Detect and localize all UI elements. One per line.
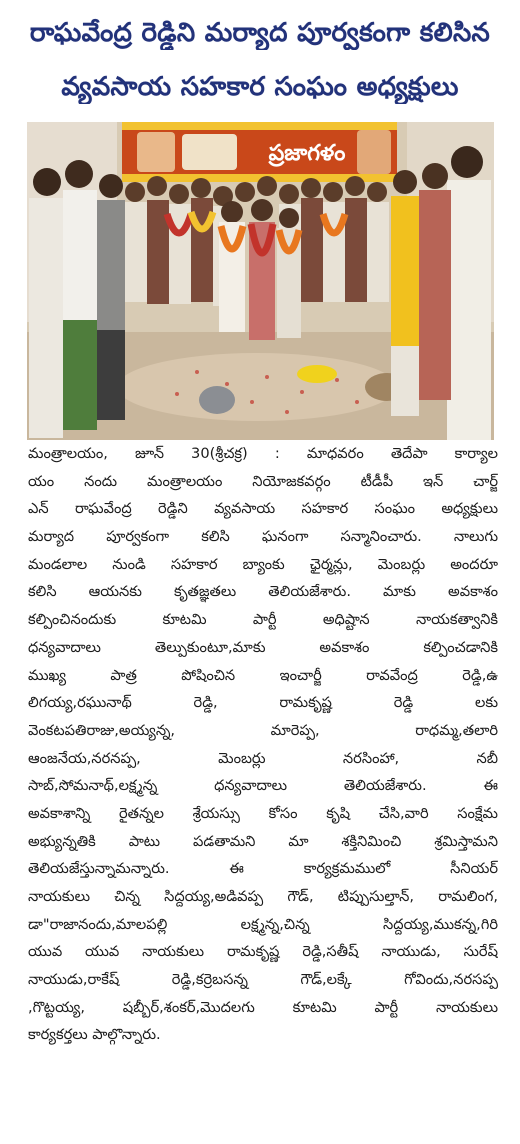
body-line-11: వెంకటపతిరాజు,అయ్యన్న, మారెప్ప, రాధమ్మ,తలారి: [28, 721, 498, 739]
crowd-right: [391, 146, 491, 440]
body-line-9: ముఖ్య పాత్ర పోషించిన ఇంచార్జీ రావవేంద్ర రెడ్డి,ఉ: [28, 666, 498, 684]
body-line-22: కార్యకర్తలు పాల్గొన్నారు.: [28, 1026, 161, 1044]
body-line-1: మంత్రాలయం, జూన్ 30(శ్రీచక్ర) : మాధవరం తెదేపా కార్యాల: [28, 445, 498, 462]
crowd-left: [29, 160, 125, 438]
headline-line-2: వ్యవసాయ సహకార సంఘం అధ్యక్షులు: [61, 72, 459, 102]
body-line-16: తెలియజేస్తున్నామన్నారు. ఈ కార్యక్రమములో సీనియర్: [28, 860, 498, 878]
headline-line-1: రాఘవేంద్ర రెడ్డిని మర్యాద పూర్వకంగా కలిసిన: [29, 18, 491, 48]
article-body: [28, 440, 498, 1049]
body-line-19: యువ యువ నాయకులు రామకృష్ణ రెడ్డి,సతీష్ నాయుడు, సురేష్: [28, 943, 498, 961]
body-line-18: డా"రాజానందు,మాలపల్లి లక్ష్మన్న,చిన్న సిద్దయ్య,ముకన్న,గిరి: [28, 915, 498, 933]
news-photo: [27, 122, 494, 440]
body-line-14: అవకాశాన్ని రైతన్నల శ్రేయస్సు కోసం కృషి చేసి,వారి సంక్షేమ: [28, 804, 498, 822]
body-line-10: లిగయ్య,రఘునాథ్ రెడ్డి, రామకృష్ణ రెడ్డి లకు: [28, 694, 498, 712]
body-line-17: నాయకులు చిన్న సిద్దయ్య,అడివప్ప గౌడ్, టిప్పుసుల్తాన్, రామలింగ,: [28, 888, 498, 905]
body-line-15: అభ్యున్నతికి పాటు పడతామని మా శక్తినిమించి శ్రమిస్తామని: [28, 832, 498, 850]
body-line-3: ఎన్ రాఘవేంద్ర రెడ్డిని వ్యవసాయ సహకార సంఘం అధ్యక్షులు: [28, 500, 498, 518]
banner-text: ప్రజాగళం: [268, 141, 346, 166]
body-line-6: కలిసి ఆయనకు కృతజ్ఞతలు తెలియజేశారు. మాకు అవకాశం: [28, 583, 498, 601]
body-line-20: నాయుడు,రాకేష్ రెడ్డి,కర్రెబసన్న గౌడ్,లక్కే గోవిందు,నరసప్ప: [28, 971, 498, 989]
body-line-12: ఆంజనేయ,నరనప్ప, మెంబర్లు నరసింహా, నబీ: [28, 749, 498, 767]
body-line-2: యం నందు మంత్రాలయం నియోజకవర్గం టీడీపీ ఇన్ చార్జ్: [28, 472, 498, 490]
body-line-5: మండలాల నుండి సహకార బ్యాంకు ఛైర్మన్లు, మెంబర్లు అందరూ: [28, 555, 498, 573]
stage-banner: [122, 122, 397, 182]
body-line-8: ధన్యవాదాలు తెల్పుకుంటూ,మాకు అవకాశం కల్పించడానికి: [28, 638, 498, 656]
body-line-7: కల్పించినందుకు కూటమి పార్టీ అధిష్టాన నాయకత్వానికి: [28, 611, 498, 629]
body-line-21: ,గొట్టయ్య, షబ్బీర్,శంకర్,మొదలగు కూటమి పార్టీ నాయకులు: [28, 998, 498, 1016]
body-line-13: సాబ్,సోమనాథ్,లక్ష్మన్న ధన్యవాదాలు తెలియజేశారు. ఈ: [28, 777, 498, 795]
body-line-4: మర్యాద పూర్వకంగా కలిసి ఘనంగా సన్మానించారు. నాలుగు: [28, 528, 498, 546]
